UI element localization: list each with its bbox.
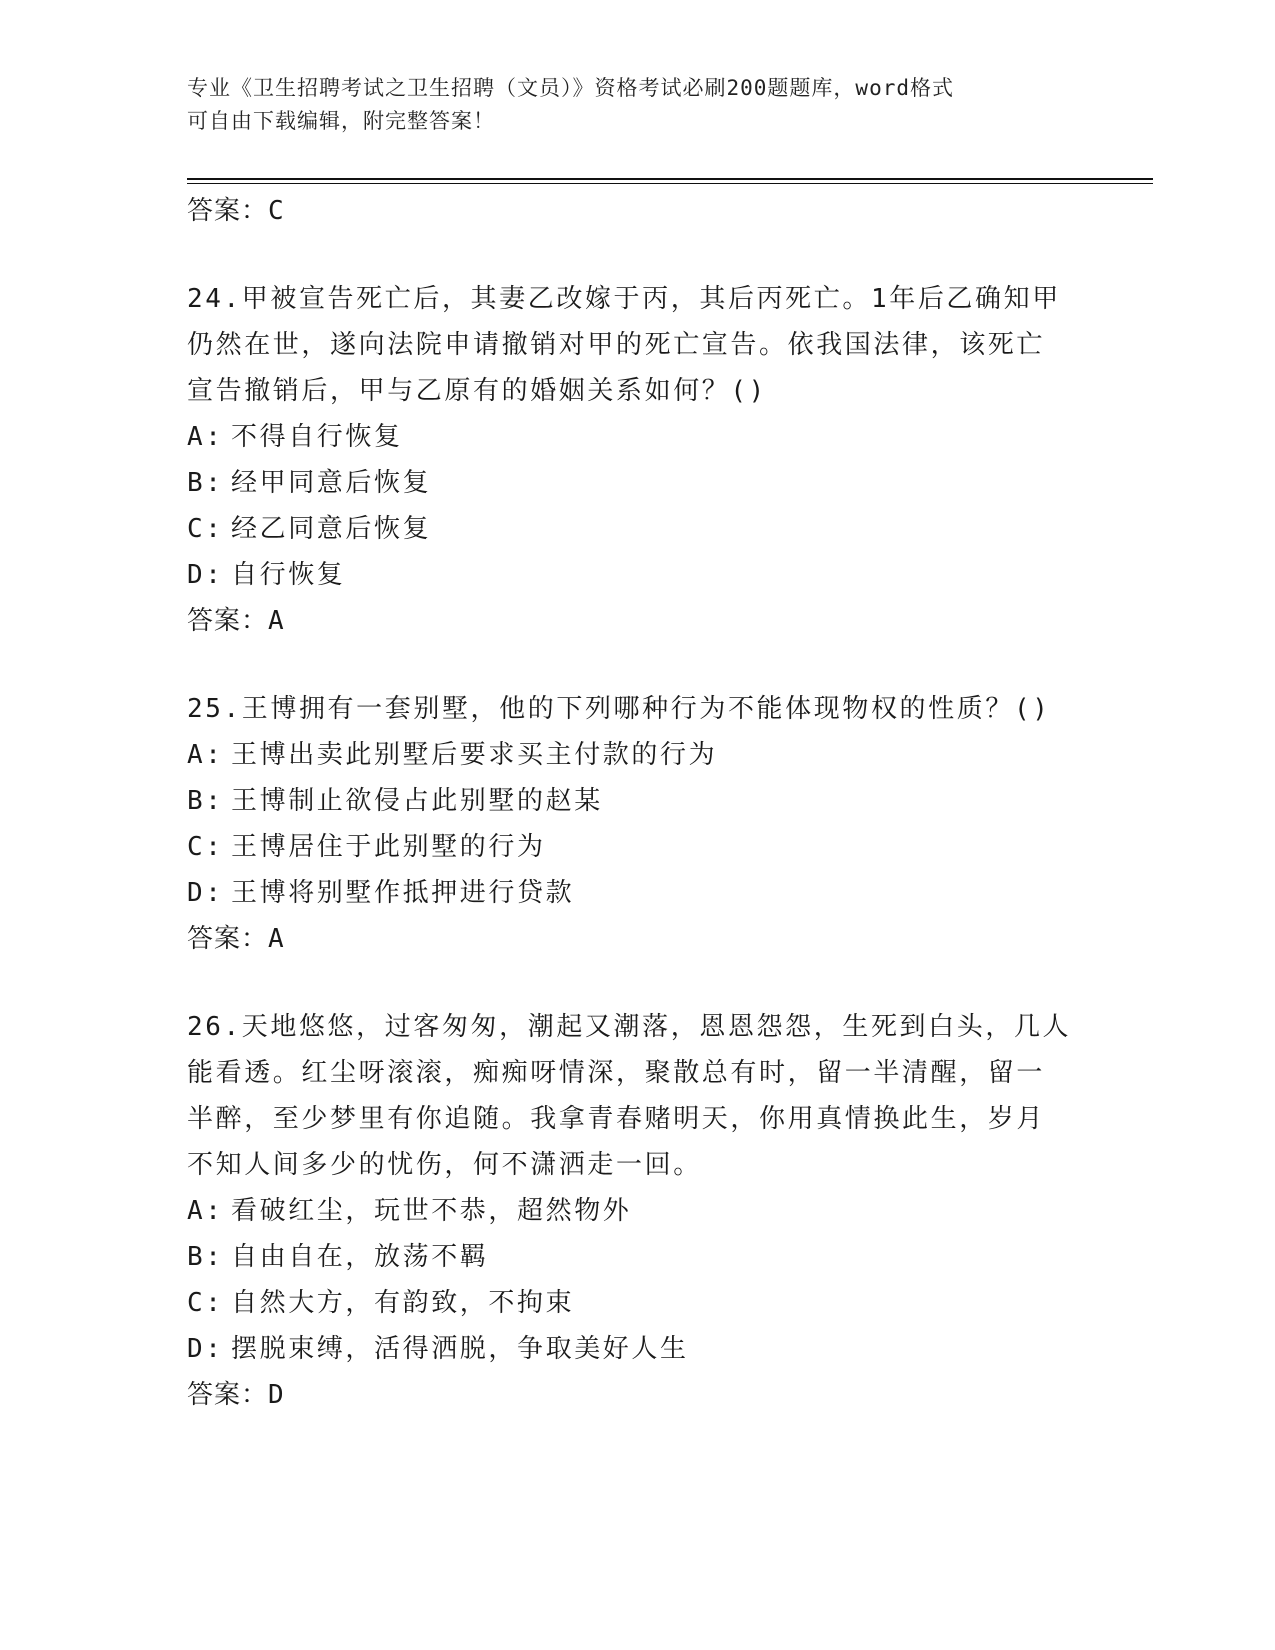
option-key: C:: [187, 514, 224, 544]
option-key: B:: [187, 786, 224, 816]
stem-line: 25.王博拥有一套别墅，他的下列哪种行为不能体现物权的性质？(): [187, 694, 1051, 724]
option-key: C:: [187, 1288, 224, 1318]
page-header: [187, 72, 1087, 138]
option-text: 摆脱束缚，活得洒脱，争取美好人生: [231, 1334, 689, 1364]
stem-line: 仍然在世，遂向法院申请撤销对甲的死亡宣告。依我国法律，该死亡: [187, 330, 1046, 360]
option-text: 自行恢复: [231, 560, 346, 590]
option-c: [187, 506, 1087, 552]
answer-label: 答案：: [187, 1380, 269, 1410]
answer-value: D: [268, 1380, 285, 1410]
question-item: [187, 276, 1087, 644]
option-key: A:: [187, 1196, 224, 1226]
question-list: [187, 188, 1087, 1418]
option-text: 王博制止欲侵占此别墅的赵某: [231, 786, 603, 816]
option-b: [187, 460, 1087, 506]
option-key: D:: [187, 560, 224, 590]
option-c: [187, 824, 1087, 870]
option-text: 自由自在，放荡不羁: [231, 1242, 489, 1272]
option-text: 王博居住于此别墅的行为: [231, 832, 546, 862]
option-text: 经乙同意后恢复: [231, 514, 432, 544]
option-b: [187, 1234, 1087, 1280]
option-text: 自然大方，有韵致，不拘束: [231, 1288, 575, 1318]
stem-line: 能看透。红尘呀滚滚，痴痴呀情深，聚散总有时，留一半清醒，留一: [187, 1058, 1046, 1088]
answer-label: 答案：: [187, 196, 269, 226]
option-key: C:: [187, 832, 224, 862]
answer-line: [187, 598, 1087, 644]
option-key: A:: [187, 422, 224, 452]
option-text: 王博出卖此别墅后要求买主付款的行为: [231, 740, 718, 770]
question-stem: [187, 1004, 1087, 1188]
stem-line: 半醉，至少梦里有你追随。我拿青春赌明天，你用真情换此生，岁月: [187, 1104, 1046, 1134]
header-rule-thick: [187, 178, 1153, 180]
option-key: A:: [187, 740, 224, 770]
header-line-1: 专业《卫生招聘考试之卫生招聘（文员）》资格考试必刷200题题库，word格式: [187, 76, 954, 100]
spacer: [187, 962, 1087, 1004]
answer-value: A: [268, 924, 285, 954]
answer-value: A: [268, 606, 285, 636]
option-a: [187, 732, 1087, 778]
option-b: [187, 778, 1087, 824]
stem-line: 24.甲被宣告死亡后，其妻乙改嫁于丙，其后丙死亡。1年后乙确知甲: [187, 284, 1061, 314]
answer-line: [187, 916, 1087, 962]
option-key: B:: [187, 468, 224, 498]
option-d: [187, 1326, 1087, 1372]
option-text: 经甲同意后恢复: [231, 468, 432, 498]
answer-line: [187, 1372, 1087, 1418]
answer-value: C: [268, 196, 285, 226]
option-a: [187, 1188, 1087, 1234]
header-rule-thin: [187, 183, 1153, 184]
question-stem: [187, 686, 1087, 732]
option-text: 不得自行恢复: [231, 422, 403, 452]
option-key: B:: [187, 1242, 224, 1272]
question-item: [187, 686, 1087, 962]
answer-line: [187, 188, 1087, 234]
header-line-2: 可自由下载编辑，附完整答案！: [187, 109, 495, 133]
answer-label: 答案：: [187, 606, 269, 636]
option-text: 王博将别墅作抵押进行贷款: [231, 878, 575, 908]
stem-line: 不知人间多少的忧伤，何不潇洒走一回。: [187, 1150, 702, 1180]
option-d: [187, 552, 1087, 598]
stem-line: 宣告撤销后，甲与乙原有的婚姻关系如何？(): [187, 376, 767, 406]
question-item: [187, 1004, 1087, 1418]
option-text: 看破红尘，玩世不恭，超然物外: [231, 1196, 632, 1226]
answer-label: 答案：: [187, 924, 269, 954]
spacer: [187, 644, 1087, 686]
question-stem: [187, 276, 1087, 414]
option-a: [187, 414, 1087, 460]
stem-line: 26.天地悠悠，过客匆匆，潮起又潮落，恩恩怨怨，生死到白头，几人: [187, 1012, 1072, 1042]
spacer: [187, 234, 1087, 276]
option-key: D:: [187, 1334, 224, 1364]
option-c: [187, 1280, 1087, 1326]
option-d: [187, 870, 1087, 916]
option-key: D:: [187, 878, 224, 908]
